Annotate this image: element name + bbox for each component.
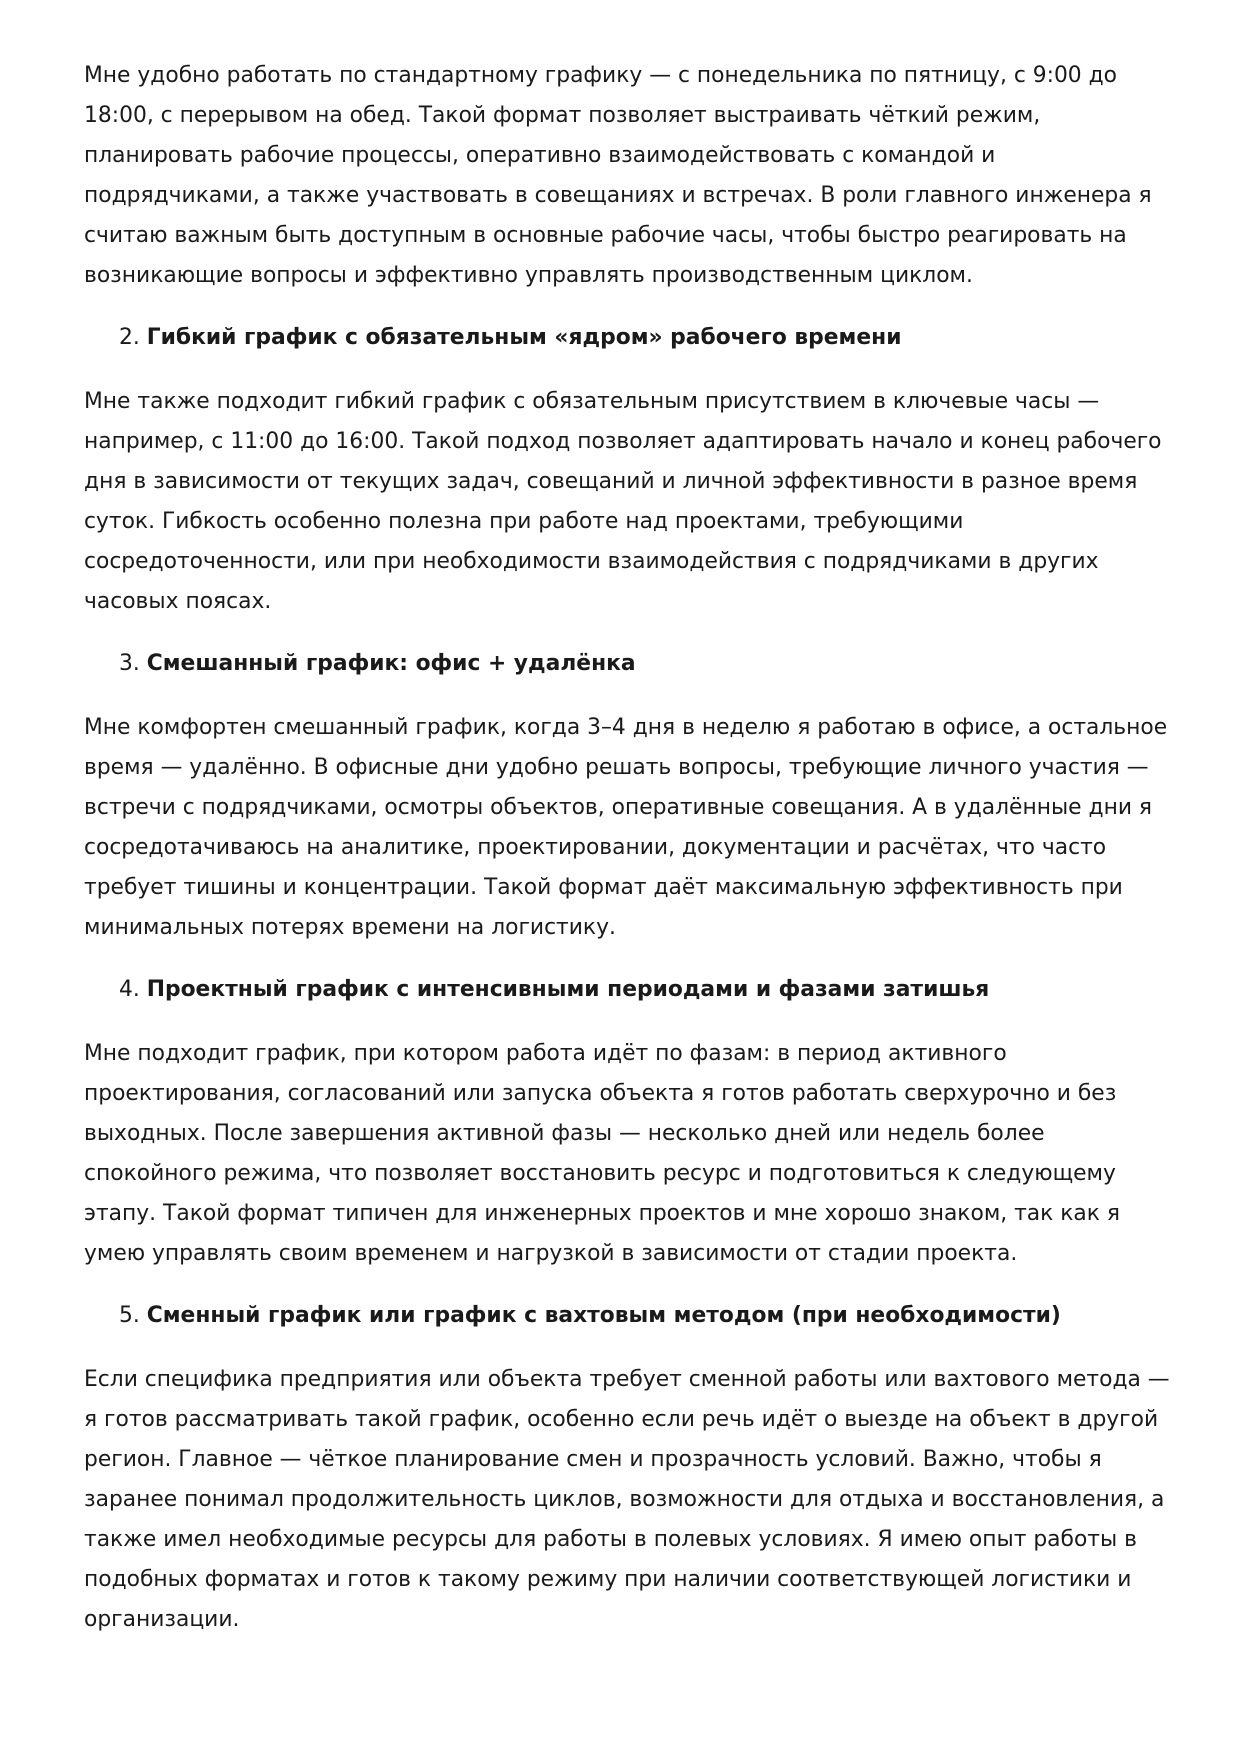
item-title: Сменный график или график с вахтовым методом (при необходимости) <box>146 1303 1061 1328</box>
item-number: 5. <box>119 1303 140 1328</box>
item-number: 4. <box>119 977 140 1002</box>
item-title: Смешанный график: офис + удалёнка <box>146 651 636 676</box>
item-paragraph-4: Мне подходит график, при котором работа идёт по фазам: в период активного проектирования, согласований или запуска объекта я готов работать сверхурочно и без выходных. После завершения активной фазы — несколько дней или недель более спокойного режима, что позволяет восстановить ресурс и подготовиться к следующему этапу. Такой формат типичен для инженерных проектов и мне хорошо знаком, так как я умею управлять своим временем и нагрузкой в зависимости от стадии проекта. <box>84 1041 1120 1266</box>
item-title: Гибкий график с обязательным «ядром» рабочего времени <box>146 325 902 350</box>
item-paragraph-2: Мне также подходит гибкий график с обязательным присутствием в ключевые часы — например, с 11:00 до 16:00. Такой подход позволяет адаптировать начало и конец рабочего дня в зависимости от текущих задач, совещаний и личной эффективности в разное время суток. Гибкость особенно полезна при работе над проектами, требующими сосредоточенности, или при необходимости взаимодействия с подрядчиками в других часовых поясах. <box>84 389 1162 614</box>
item-heading-2 <box>84 318 1159 358</box>
item-title: Проектный график с интенсивными периодами и фазами затишья <box>146 977 990 1002</box>
item-heading-4 <box>84 970 1159 1010</box>
intro-paragraph: Мне удобно работать по стандартному графику — с понедельника по пятницу, с 9:00 до 18:00, с перерывом на обед. Такой формат позволяет выстраивать чёткий режим, планировать рабочие процессы, оперативно взаимодействовать с командой и подрядчиками, а также участвовать в совещаниях и встречах. В роли главного инженера я считаю важным быть доступным в основные рабочие часы, чтобы быстро реагировать на возникающие вопросы и эффективно управлять производственным циклом. <box>84 63 1152 288</box>
item-number: 3. <box>119 651 140 676</box>
item-number: 2. <box>119 325 140 350</box>
item-heading-3 <box>84 644 1159 684</box>
item-paragraph-3: Мне комфортен смешанный график, когда 3–4 дня в неделю я работаю в офисе, а остальное время — удалённо. В офисные дни удобно решать вопросы, требующие личного участия — встречи с подрядчиками, осмотры объектов, оперативные совещания. А в удалённые дни я сосредотачиваюсь на аналитике, проектировании, документации и расчётах, что часто требует тишины и концентрации. Такой формат даёт максимальную эффективность при минимальных потерях времени на логистику. <box>84 715 1168 940</box>
item-paragraph-5: Если специфика предприятия или объекта требует сменной работы или вахтового метода — я готов рассматривать такой график, особенно если речь идёт о выезде на объект в другой регион. Главное — чёткое планирование смен и прозрачность условий. Важно, чтобы я заранее понимал продолжительность циклов, возможности для отдыха и восстановления, а также имел необходимые ресурсы для работы в полевых условиях. Я имею опыт работы в подобных форматах и готов к такому режиму при наличии соответствующей логистики и организации. <box>84 1367 1170 1632</box>
item-heading-5 <box>84 1296 1159 1336</box>
